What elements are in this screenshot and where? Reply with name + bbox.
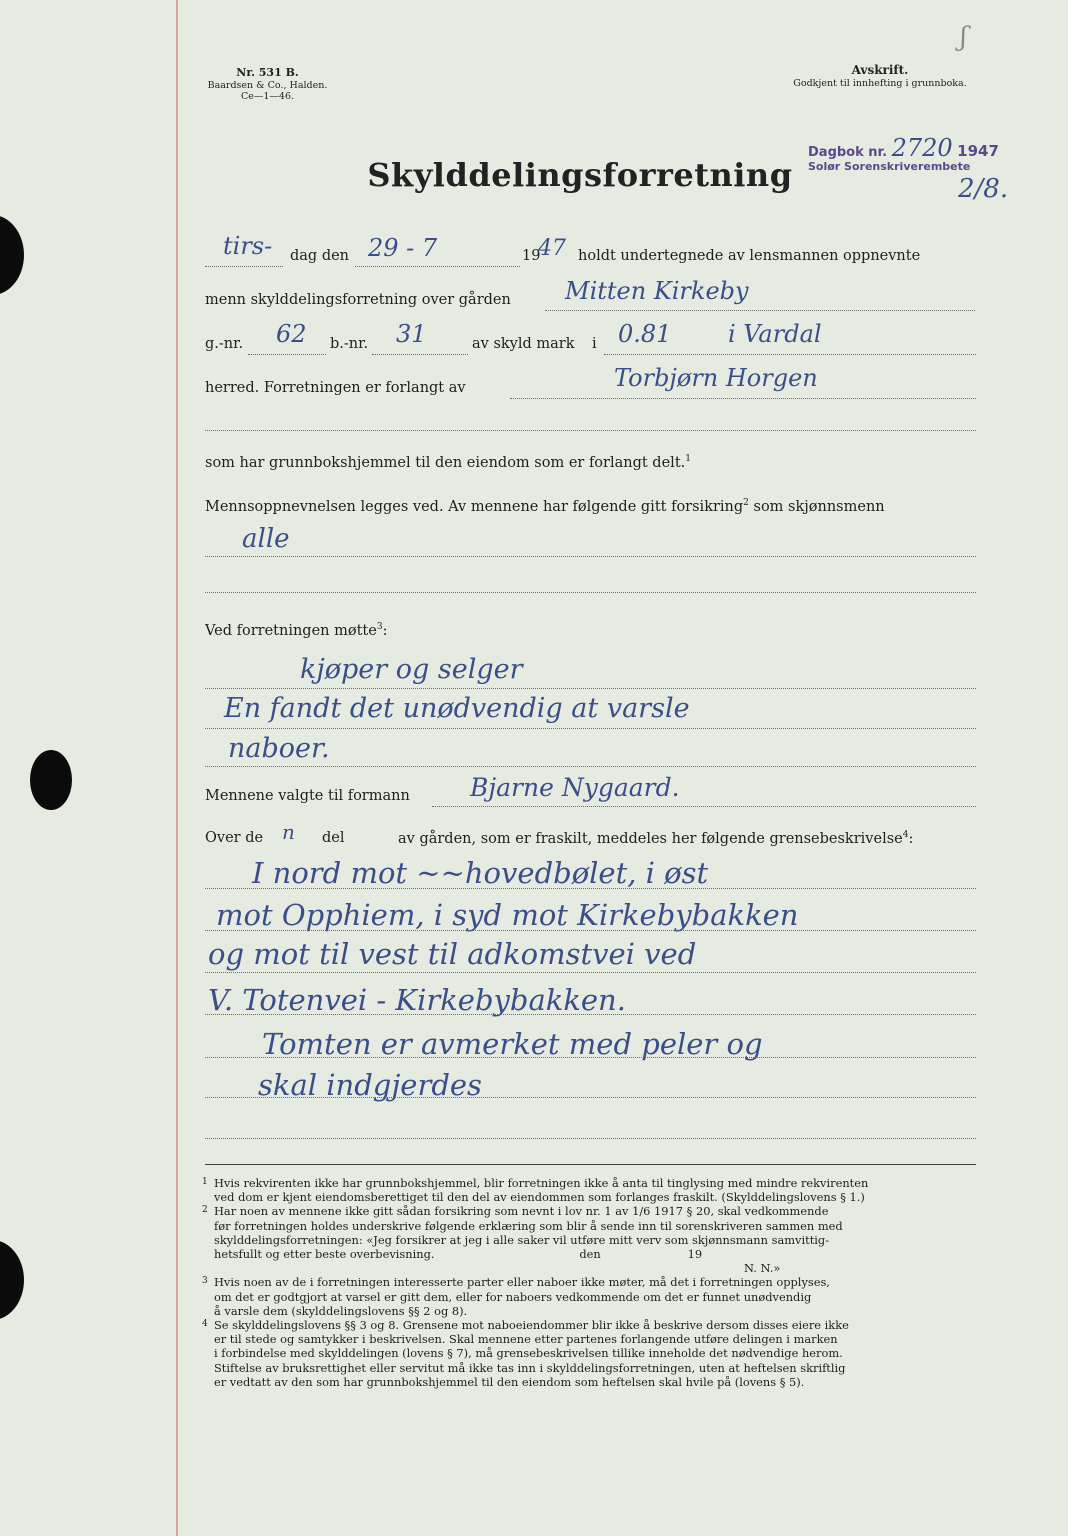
requester-value: Torbjørn Horgen: [614, 364, 818, 392]
form-print-code: Ce—1—46.: [240, 91, 295, 102]
weekday-value: tirs-: [223, 232, 273, 260]
registry-date: 2/8.: [958, 174, 1009, 204]
boundary-line-6: skal indgjerdes: [258, 1068, 482, 1102]
journal-number: 2720: [891, 134, 953, 162]
place-value: i Vardal: [728, 320, 822, 348]
punch-hole-top: [0, 215, 24, 295]
copy-stamp-title: Avskrift.: [851, 63, 909, 77]
boundary-line-5: Tomten er avmerket med peler og: [262, 1027, 763, 1061]
line10-text: Ved forretningen møtte$^3$:: [205, 622, 388, 639]
copy-stamp: [770, 62, 990, 89]
appearance-line-1: kjøper og selger: [300, 654, 523, 685]
line15-text: av gården, som er fraskilt, meddeles her følgende grensebeskrivelse$^4$:: [398, 830, 914, 847]
over-de-label: Over de: [205, 830, 264, 846]
margin-mark: ʃ: [960, 22, 968, 52]
form-number: Nr. 531 B.: [236, 66, 299, 79]
appearance-line-3: naboer.: [228, 733, 330, 764]
line6-text: som har grunnbokshjemmel til den eiendom som er forlangt delt.$^1$: [205, 454, 691, 471]
footnote-2-signature: N. N.»: [744, 1261, 781, 1276]
chairman-value: Bjarne Nygaard.: [470, 773, 680, 802]
line4-text: herred. Forretningen er forlangt av: [205, 380, 466, 396]
copy-stamp-approval: Godkjent til innhefting i grunnboka.: [793, 78, 967, 89]
footnote-1: 1 Hvis rekvirenten ikke har grunnbokshjemmel, blir forretningen ikke å anta til tinglysing med mindre rekvirenten ved dom er kjent eiendomsberettiget til den del av eiendommen som forlanges fraskilt. (Skylddelingslovens § 1.): [202, 1176, 869, 1205]
part-value: n: [282, 820, 295, 844]
footnote-4: 4 Se skylddelingslovens §§ 3 og 8. Grensene mot naboeiendommer blir ikke å beskrive dersom disses eiere ikke er til stede og samtykker i beskrivelsen. Skal mennene etter partenes forlangende utføre delingen i marken i forbindelse med skylddelingen (lovens § 7), må grensebeskrivelsen tillike inneholde det nødvendige herom. Stiftelse av bruksrettighet eller servitut må ikke tas inn i skylddelingsforretningen, uten at heftelsen skriftlig er vedtatt av den som har grunnbokshjemmel til den eiendom som heftelsen skal hvile på (lovens § 5).: [202, 1318, 849, 1389]
skyld-value: 0.81: [618, 320, 672, 348]
date-value: 29 - 7: [368, 234, 438, 262]
year-value: 47: [538, 236, 566, 261]
gnr-value: 62: [276, 320, 307, 348]
farm-name-value: Mitten Kirkeby: [565, 277, 749, 305]
year-prefix: 19: [522, 248, 541, 264]
footnote-2: 2 Har noen av mennene ikke gitt sådan forsikring som nevnt i lov nr. 1 av 1/6 1917 § 20, skal vedkommende før forretningen holdes underskrive følgende erklæring som blir å sende inn til sorenskriveren sammen med skylddelingsforretningen: «Jeg forsikrer at jeg i alle saker vil utføre mitt verv som skjønnsmann samvittig- hetsfullt og etter beste overbevisning. den 19 N. N.»: [202, 1204, 982, 1275]
form-publisher: Baardsen & Co., Halden.: [207, 80, 328, 91]
appearance-line-2: En fandt det unødvendig at varsle: [224, 693, 690, 724]
form-header: [205, 66, 330, 102]
skyld-label: av skyld mark: [472, 336, 575, 352]
punch-hole-middle: [30, 750, 72, 810]
line14-text: Mennene valgte til formann: [205, 788, 410, 804]
sworn-members-value: alle: [242, 524, 290, 554]
skyld-i: i: [592, 336, 597, 352]
punch-hole-bottom: [0, 1240, 24, 1320]
footnote-separator: [205, 1164, 976, 1165]
del-label: del: [322, 830, 345, 846]
gnr-label: g.-nr.: [205, 336, 244, 352]
line2-text: menn skylddelingsforretning over gården: [205, 292, 511, 308]
bnr-value: 31: [396, 320, 427, 348]
page-title: Skylddelingsforretning: [367, 156, 793, 194]
boundary-line-2: mot Opphiem, i syd mot Kirkebybakken: [216, 898, 799, 932]
dag-den-label: dag den: [290, 248, 350, 264]
footnotes: [202, 1176, 982, 1389]
registry-stamp-prefix: Dagbok nr.: [808, 145, 888, 160]
footnote-3: 3 Hvis noen av de i forretningen interesserte parter eller naboer ikke møter, må det i forretningen opplyses, om det er godtgjort at varsel er gitt dem, eller for naboers vedkommende om det er funnet unødvendig å varsle dem (skylddelingslovens §§ 2 og 8).: [202, 1275, 830, 1318]
registry-stamp-year: 1947: [957, 142, 999, 160]
boundary-line-3: og mot til vest til adkomstvei ved: [208, 937, 697, 971]
line7-text: Mennsoppnevnelsen legges ved. Av mennene har følgende gitt forsikring$^2$ som skjønnsmenn: [205, 498, 885, 515]
boundary-line-4: V. Totenvei - Kirkebybakken.: [208, 983, 626, 1017]
margin-line: [176, 0, 178, 1536]
registry-stamp-line2: Solør Sorenskriverembete: [808, 160, 971, 173]
bnr-label: b.-nr.: [330, 336, 369, 352]
line1-text: holdt undertegnede av lensmannen oppnevnte: [578, 248, 921, 264]
boundary-line-1: I nord mot ~~hovedbølet, i øst: [252, 856, 709, 890]
